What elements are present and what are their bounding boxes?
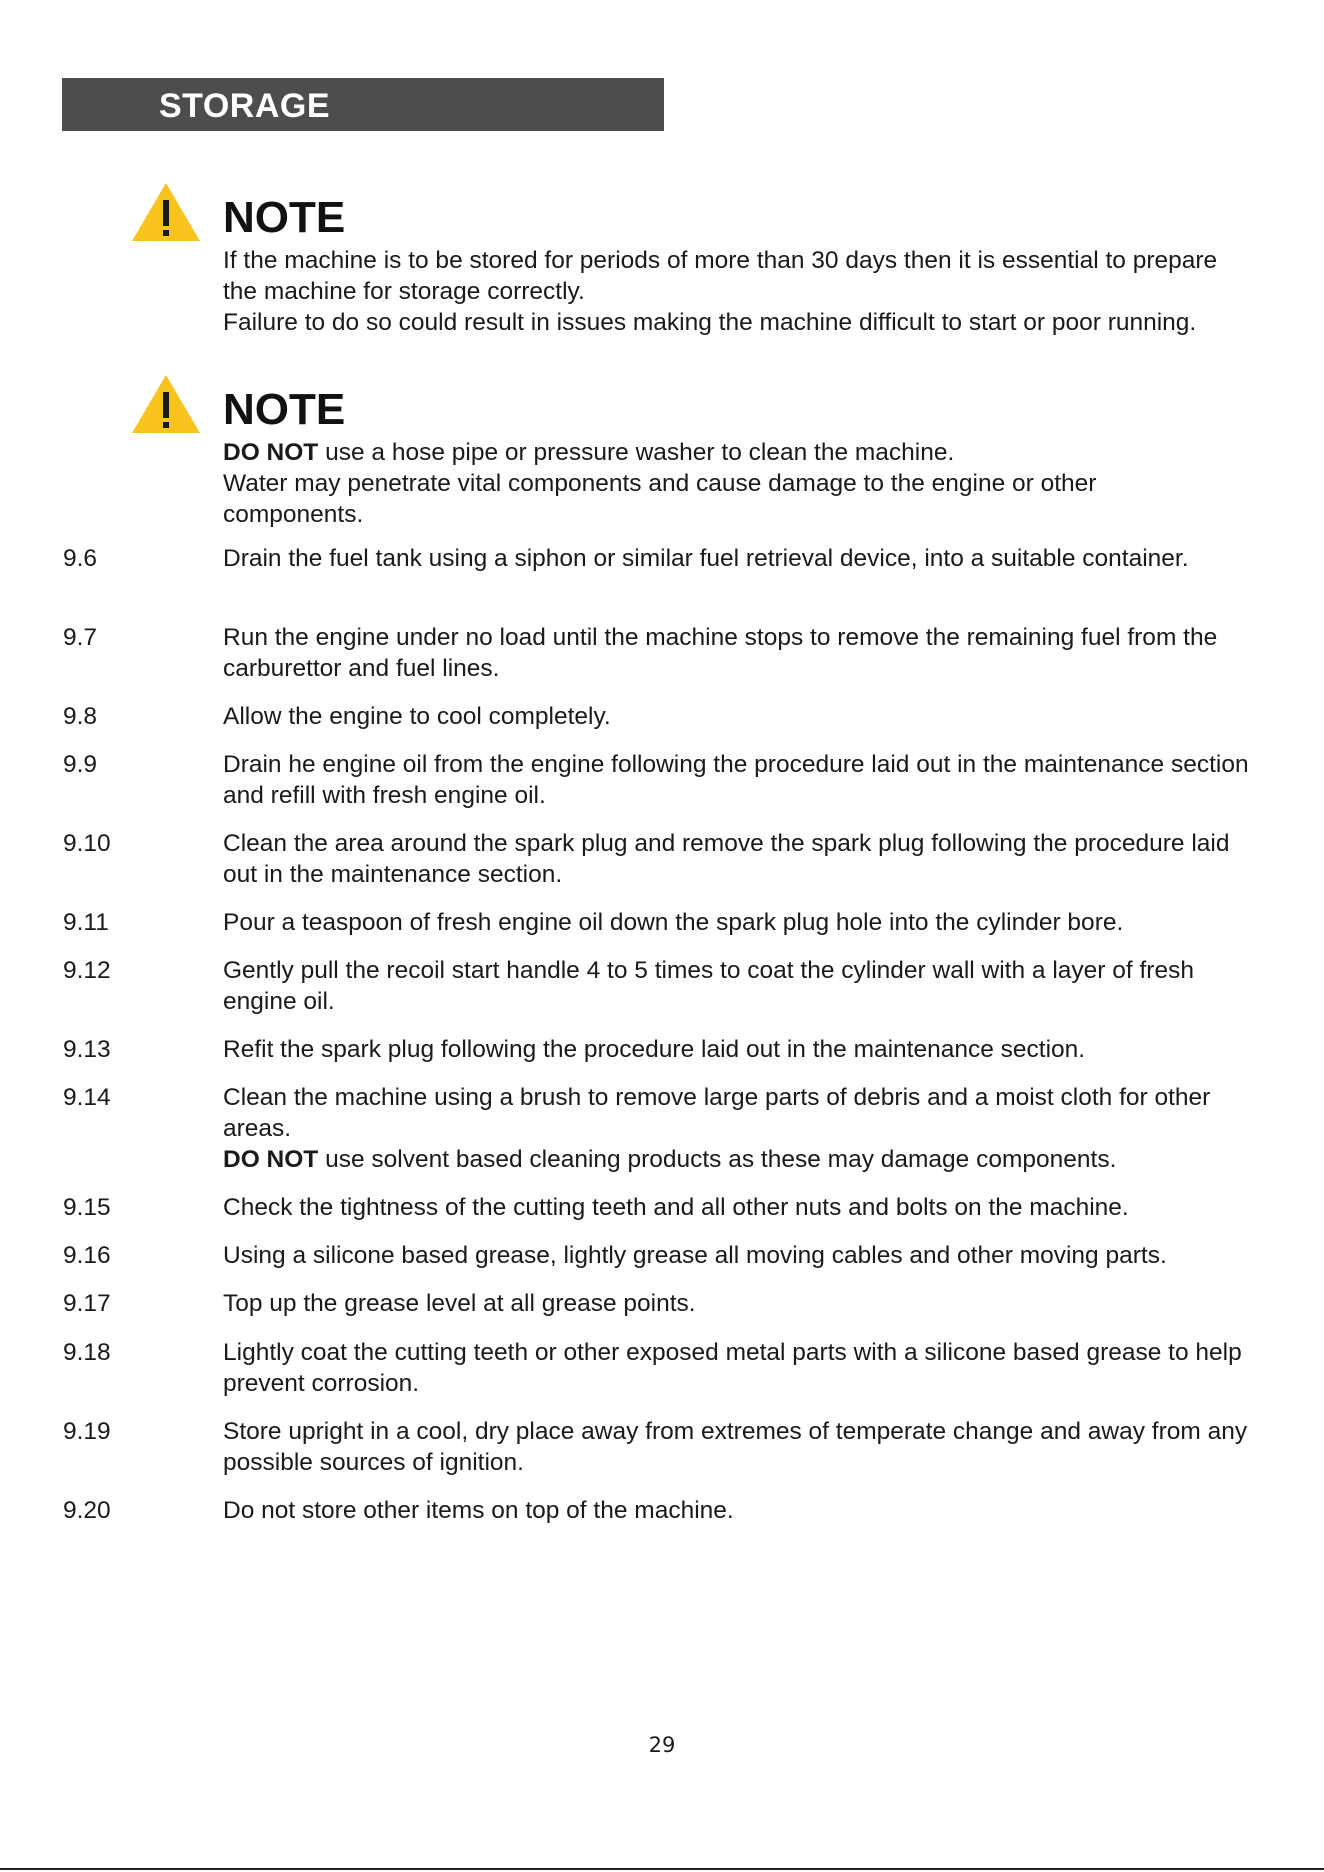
step-number: 9.8 xyxy=(63,703,98,730)
note-line: Failure to do so could result in issues making the machine difficult to start or poor running. xyxy=(223,309,1197,336)
step-number: 9.12 xyxy=(63,957,111,984)
step-text: Do not store other items on top of the machine. xyxy=(223,1497,734,1524)
step-text: Top up the grease level at all grease points. xyxy=(223,1290,696,1317)
step-text: Allow the engine to cool completely. xyxy=(223,703,611,730)
step-text: Clean the machine using a brush to remove large parts of debris and a moist cloth for other areas. xyxy=(223,1084,1211,1142)
step-number: 9.10 xyxy=(63,830,111,857)
note-body xyxy=(223,437,1223,530)
step-number: 9.20 xyxy=(63,1497,111,1524)
step-number: 9.9 xyxy=(63,751,98,778)
note-line: If the machine is to be stored for periods of more than 30 days then it is essential to prepare the machine for storage correctly. xyxy=(223,247,1218,305)
step-number: 9.19 xyxy=(63,1418,111,1445)
step-text: Store upright in a cool, dry place away from extremes of temperate change and away from any possible sources of ignition. xyxy=(223,1418,1248,1476)
note-line: Water may penetrate vital components and cause damage to the engine or other components. xyxy=(223,470,1097,528)
step-text: Refit the spark plug following the procedure laid out in the maintenance section. xyxy=(223,1036,1086,1063)
emphasis-text: DO NOT xyxy=(223,439,319,466)
step-text: Using a silicone based grease, lightly grease all moving cables and other moving parts. xyxy=(223,1242,1167,1269)
section-header xyxy=(62,78,664,131)
page-number: 29 xyxy=(648,1733,676,1757)
step-text: Drain the fuel tank using a siphon or similar fuel retrieval device, into a suitable container. xyxy=(223,545,1189,572)
step-text: Pour a teaspoon of fresh engine oil down the spark plug hole into the cylinder bore. xyxy=(223,909,1124,936)
footer-divider xyxy=(0,1868,1324,1870)
step-text: Drain he engine oil from the engine following the procedure laid out in the maintenance section and refill with fresh engine oil. xyxy=(223,751,1249,809)
step-text-block xyxy=(223,1082,1263,1175)
step-number: 9.16 xyxy=(63,1242,111,1269)
emphasis-text: DO NOT xyxy=(223,1146,319,1173)
step-warning: DO NOT use solvent based cleaning products as these may damage components. xyxy=(223,1146,1117,1173)
step-number: 9.11 xyxy=(63,909,109,936)
step-number: 9.6 xyxy=(63,545,98,572)
step-text: Check the tightness of the cutting teeth and all other nuts and bolts on the machine. xyxy=(223,1194,1129,1221)
step-text: Gently pull the recoil start handle 4 to 5 times to coat the cylinder wall with a layer of fresh engine oil. xyxy=(223,957,1194,1015)
warning-icon xyxy=(130,180,202,244)
step-number: 9.18 xyxy=(63,1339,111,1366)
step-text: Clean the area around the spark plug and remove the spark plug following the procedure laid out in the maintenance section. xyxy=(223,830,1230,888)
note-title: NOTE xyxy=(223,385,346,434)
step-number: 9.7 xyxy=(63,624,98,651)
note-title: NOTE xyxy=(223,193,346,242)
step-text: Run the engine under no load until the machine stops to remove the remaining fuel from the carburettor and fuel lines. xyxy=(223,624,1218,682)
step-number: 9.14 xyxy=(63,1084,111,1111)
step-text: Lightly coat the cutting teeth or other exposed metal parts with a silicone based grease to help prevent corrosion. xyxy=(223,1339,1242,1397)
step-number: 9.17 xyxy=(63,1290,111,1317)
step-number: 9.15 xyxy=(63,1194,111,1221)
note-body xyxy=(223,245,1223,338)
warning-icon xyxy=(130,372,202,436)
section-title: STORAGE xyxy=(159,87,331,125)
step-number: 9.13 xyxy=(63,1036,111,1063)
note-line: DO NOT use a hose pipe or pressure washer to clean the machine. xyxy=(223,439,955,466)
